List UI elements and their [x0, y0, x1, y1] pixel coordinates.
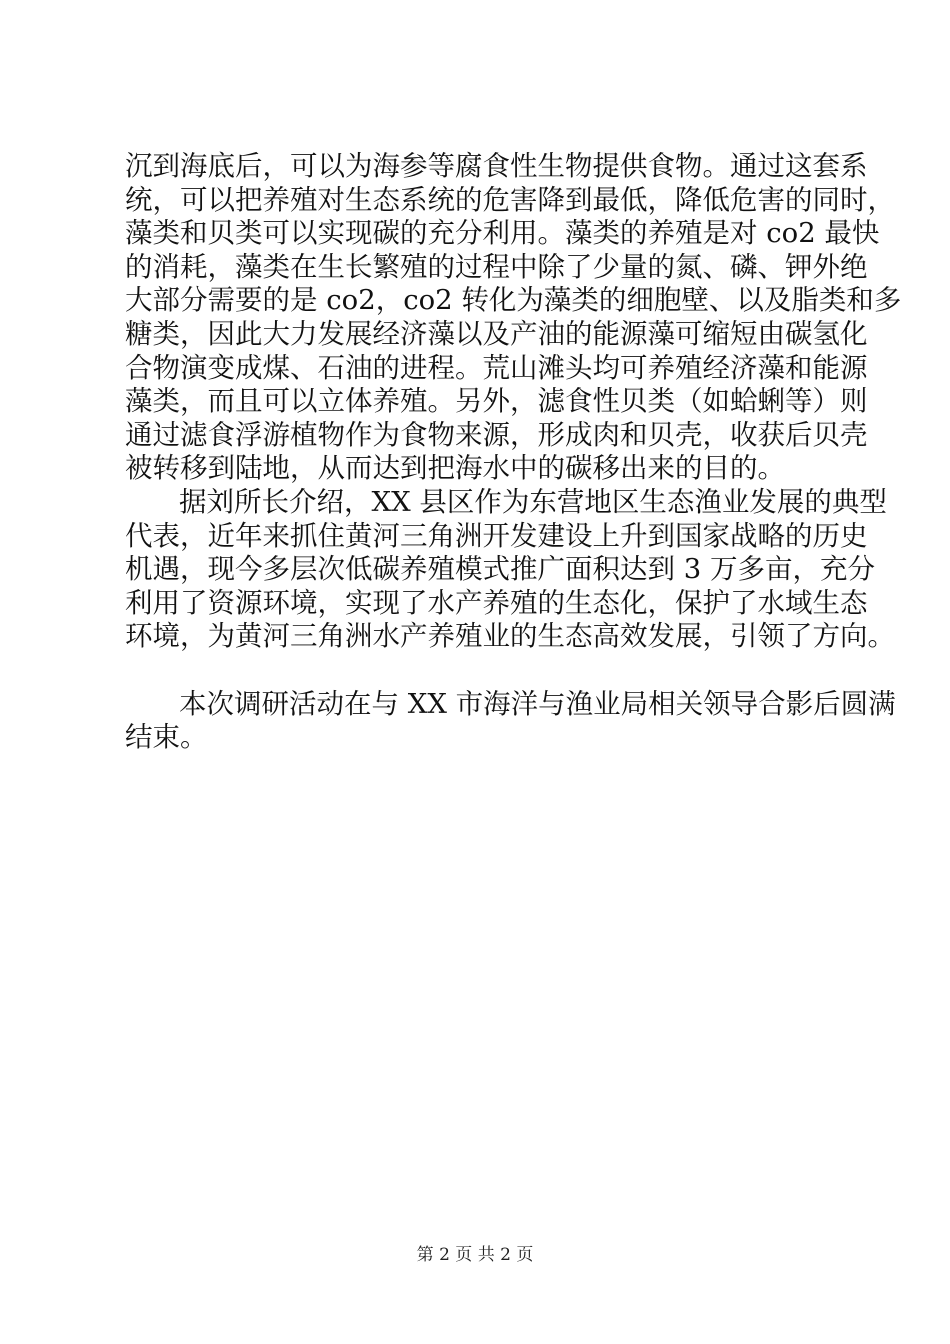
document-body [125, 150, 902, 755]
text-line: 通过滤食浮游植物作为食物来源，形成肉和贝壳，收获后贝壳 [125, 418, 868, 451]
text-line: 机遇，现今多层次低碳养殖模式推广面积达到 3 万多亩，充分 [125, 553, 875, 586]
text-line: 沉到海底后，可以为海参等腐食性生物提供食物。通过这套系 [125, 150, 868, 182]
text-line: 本次调研活动在与 XX 市海洋与渔业局相关领导合影后圆满 [179, 687, 896, 720]
text-line: 代表，近年来抓住黄河三角洲开发建设上升到国家战略的历史 [125, 519, 868, 552]
text-line: 藻类和贝类可以实现碳的充分利用。藻类的养殖是对 co2 最快 [125, 217, 880, 250]
text-line: 的消耗，藻类在生长繁殖的过程中除了少量的氮、磷、钾外绝 [125, 250, 868, 283]
text-line: 结束。 [125, 721, 208, 754]
text-line: 环境，为黄河三角洲水产养殖业的生态高效发展，引领了方向。 [125, 620, 895, 653]
text-line: 据刘所长介绍，XX 县区作为东营地区生态渔业发展的典型 [179, 485, 887, 518]
text-line: 大部分需要的是 co2，co2 转化为藻类的细胞壁、以及脂类和多 [125, 284, 902, 317]
paragraph [125, 687, 896, 755]
paragraph [125, 485, 895, 654]
text-line: 统，可以把养殖对生态系统的危害降到最低，降低危害的同时， [125, 183, 895, 216]
text-line: 藻类，而且可以立体养殖。另外，滤食性贝类（如蛤蜊等）则 [125, 385, 868, 418]
text-line: 糖类，因此大力发展经济藻以及产油的能源藻可缩短由碳氢化 [125, 317, 868, 350]
text-line: 被转移到陆地，从而达到把海水中的碳移出来的目的。 [125, 452, 785, 485]
page-number-footer: 第 2 页 共 2 页 [416, 1245, 534, 1265]
paragraph-spacer [125, 654, 855, 688]
paragraph [125, 150, 902, 486]
text-line: 合物演变成煤、石油的进程。荒山滩头均可养殖经济藻和能源 [125, 351, 868, 384]
text-line: 利用了资源环境，实现了水产养殖的生态化，保护了水域生态 [125, 586, 868, 619]
